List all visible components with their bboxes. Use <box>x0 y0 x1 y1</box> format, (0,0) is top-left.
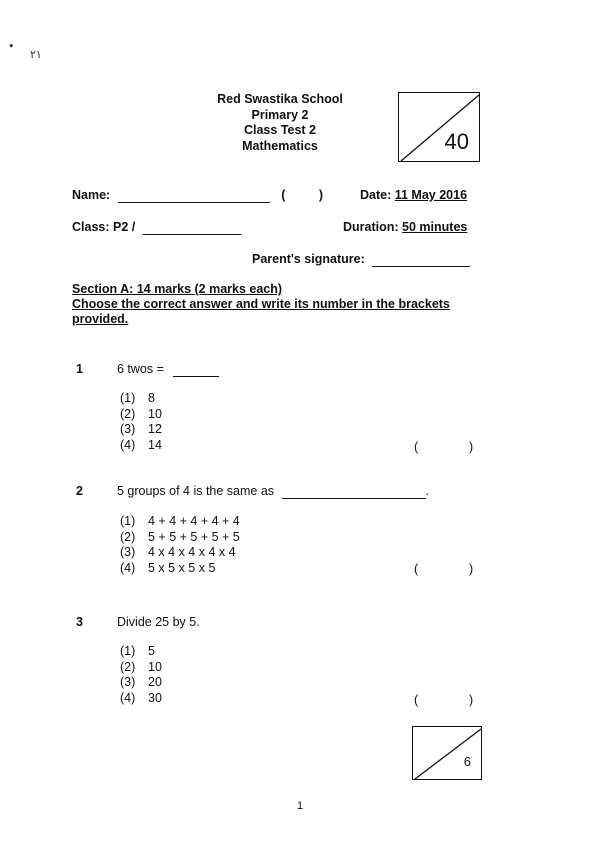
class-blank[interactable] <box>143 220 241 235</box>
option-label: (2) <box>120 406 136 421</box>
test-name: Class Test 2 <box>243 123 317 137</box>
option-value: 5 <box>148 644 155 658</box>
option[interactable] <box>120 675 162 691</box>
option-value: 4 x 4 x 4 x 4 x 4 <box>148 545 236 559</box>
name-label: Name: <box>72 188 111 202</box>
question-1-options <box>120 391 162 453</box>
level: Primary 2 <box>251 107 309 122</box>
option-value: 5 x 5 x 5 x 5 <box>148 560 216 575</box>
section-instruction: Choose the correct answer and write its number in the brackets provided. <box>72 297 450 326</box>
question-1-text: 6 twos = <box>117 362 164 376</box>
question-text: 5 groups of 4 is the same as . <box>117 484 429 498</box>
answer-bracket-open: ( <box>414 562 419 576</box>
test-header <box>180 92 380 154</box>
option[interactable] <box>120 391 162 407</box>
date-value: 11 May 2016 <box>394 188 468 202</box>
date-label: Date: <box>360 188 392 202</box>
option-label: (4) <box>120 560 136 575</box>
question-3-text: Divide 25 by 5. <box>117 615 200 629</box>
question-2-options <box>120 514 240 576</box>
option-value: 20 <box>148 675 162 689</box>
section-marks-box <box>412 726 482 780</box>
total-marks: 40 <box>444 129 469 154</box>
section-title: Section A: 14 marks (2 marks each) <box>72 282 283 296</box>
option-label: (4) <box>120 437 136 452</box>
signature-field <box>252 252 470 267</box>
option-label: (3) <box>120 422 136 436</box>
answer-blank[interactable] <box>282 484 426 499</box>
option[interactable] <box>120 545 240 561</box>
signature-label: Parent's signature: <box>252 252 365 266</box>
option-value: 30 <box>148 690 162 705</box>
answer-bracket-open: ( <box>414 693 419 707</box>
question-number: 1 <box>76 362 83 376</box>
diagonal-line-icon <box>413 727 483 781</box>
option-label: (3) <box>120 675 136 689</box>
question-number: 2 <box>76 484 83 498</box>
option-value: 8 <box>148 391 155 405</box>
option-label: (4) <box>120 690 136 705</box>
option-value: 12 <box>148 422 162 436</box>
option-value: 5 + 5 + 5 + 5 + 5 <box>148 529 240 544</box>
option[interactable] <box>120 530 240 546</box>
option[interactable] <box>120 438 162 454</box>
corner-note: ٢١ <box>30 48 42 61</box>
answer-bracket-close: ) <box>469 693 474 707</box>
question-number: 3 <box>76 615 83 629</box>
question-text <box>117 362 219 377</box>
dot-mark: • <box>8 40 15 53</box>
option-label: (1) <box>120 391 136 405</box>
option-value: 4 + 4 + 4 + 4 + 4 <box>148 514 240 528</box>
option-label: (2) <box>120 659 136 674</box>
answer-bracket-close: ) <box>469 440 474 454</box>
answer-blank[interactable] <box>173 362 219 377</box>
name-field <box>72 188 323 203</box>
signature-blank[interactable] <box>372 252 470 267</box>
index-bracket-open: ( <box>281 188 286 202</box>
school-name: Red Swastika School <box>217 92 343 106</box>
duration-value: 50 minutes <box>402 220 468 234</box>
class-label: Class: P2 / <box>72 220 136 234</box>
answer-bracket-open: ( <box>414 440 419 454</box>
option-label: (1) <box>120 514 136 528</box>
duration-label: Duration: <box>343 220 399 234</box>
total-marks-box <box>398 92 480 162</box>
option[interactable] <box>120 514 240 530</box>
option-value: 14 <box>148 437 162 452</box>
option[interactable] <box>120 691 162 707</box>
option-value: 10 <box>148 406 162 421</box>
index-bracket-close: ) <box>318 188 324 202</box>
question-2-text: 5 groups of 4 is the same as <box>117 484 275 498</box>
option[interactable] <box>120 561 240 577</box>
option-label: (2) <box>120 529 136 544</box>
option[interactable] <box>120 660 162 676</box>
section-marks: 6 <box>463 754 471 769</box>
option-value: 10 <box>148 659 162 674</box>
answer-bracket-close: ) <box>469 562 474 576</box>
option[interactable] <box>120 644 162 660</box>
option[interactable] <box>120 407 162 423</box>
duration-field <box>343 220 467 234</box>
subject: Mathematics <box>242 138 318 153</box>
class-field <box>72 220 241 235</box>
question-3-options <box>120 644 162 706</box>
option-label: (3) <box>120 545 136 559</box>
name-blank[interactable] <box>118 188 270 203</box>
section-a-heading <box>72 282 482 327</box>
option-label: (1) <box>120 644 136 658</box>
date-field <box>360 188 467 202</box>
option[interactable] <box>120 422 162 438</box>
page-number: 1 <box>296 800 304 812</box>
